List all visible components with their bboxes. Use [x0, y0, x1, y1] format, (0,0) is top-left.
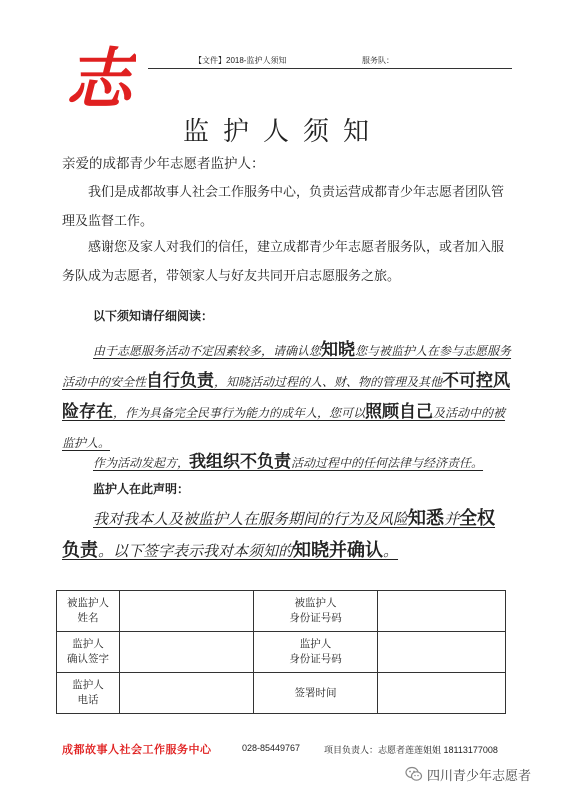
ward-id-label: 被监护人 身份证号码 — [254, 591, 378, 632]
form-row — [57, 591, 506, 632]
declaration-text: 我对我本人及被监护人在服务期间的行为及风险知悉并全权负责。以下签字表示我对本须知的知晓并确认。 — [62, 508, 496, 561]
watermark-text: 四川青少年志愿者 — [427, 768, 532, 784]
guardian-signature-label: 监护人 确认签字 — [57, 632, 120, 673]
greeting: 亲爱的成都青少年志愿者监护人： — [62, 156, 265, 172]
thanks-paragraph: 感谢您及家人对我们的信任，建立成都青少年志愿者服务队，或者加入服务队成为志愿者，带领家人与好友共同开启志愿服务之旅。 — [62, 240, 505, 284]
form-row — [57, 673, 506, 714]
notice-risk: 由于志愿服务活动不定因素较多，请确认您知晓您与被监护人在参与志愿服务活动中的安全性自行负责，知晓活动过程的人、财、物的管理及其他不可控风险存在，作为具备完全民事行为能力的成年人，您可以照顾自己及活动中的被监护人。 — [62, 340, 512, 450]
read-heading: 以下须知请仔细阅读： — [93, 309, 214, 323]
guardian-phone-field[interactable] — [120, 673, 254, 714]
page-title: 监护人须知 — [182, 117, 383, 147]
form-row — [57, 632, 506, 673]
sign-date-field[interactable] — [378, 673, 506, 714]
intro-paragraph: 我们是成都故事人社会工作服务中心，负责运营成都青少年志愿者团队管理及监督工作。 — [62, 185, 505, 229]
file-label: 【文件】2018-监护人须知 — [194, 56, 287, 65]
ward-name-label: 被监护人 姓名 — [57, 591, 120, 632]
guardian-phone-label: 监护人 电话 — [57, 673, 120, 714]
guardian-id-label: 监护人 身份证号码 — [254, 632, 378, 673]
signature-form — [56, 590, 506, 714]
org-name: 成都故事人社会工作服务中心 — [62, 743, 212, 756]
ward-id-field[interactable] — [378, 591, 506, 632]
document-header — [148, 54, 512, 69]
volunteer-logo — [62, 40, 136, 116]
guardian-signature-field[interactable] — [120, 632, 254, 673]
watermark — [405, 764, 531, 784]
org-phone: 028-85449767 — [242, 743, 301, 753]
logo-char: 志 — [66, 41, 132, 116]
ward-name-field[interactable] — [120, 591, 254, 632]
service-team-label: 服务队： — [362, 56, 394, 65]
guardian-id-field[interactable] — [378, 632, 506, 673]
project-lead: 项目负责人：志愿者莲莲姐姐 18113177008 — [324, 745, 498, 755]
notice-liability: 作为活动发起方，我组织不负责活动过程中的任何法律与经济责任。 — [93, 452, 484, 472]
sign-date-label: 签署时间 — [254, 673, 378, 714]
declaration-heading: 监护人在此声明： — [93, 482, 190, 496]
wechat-icon — [405, 765, 423, 783]
